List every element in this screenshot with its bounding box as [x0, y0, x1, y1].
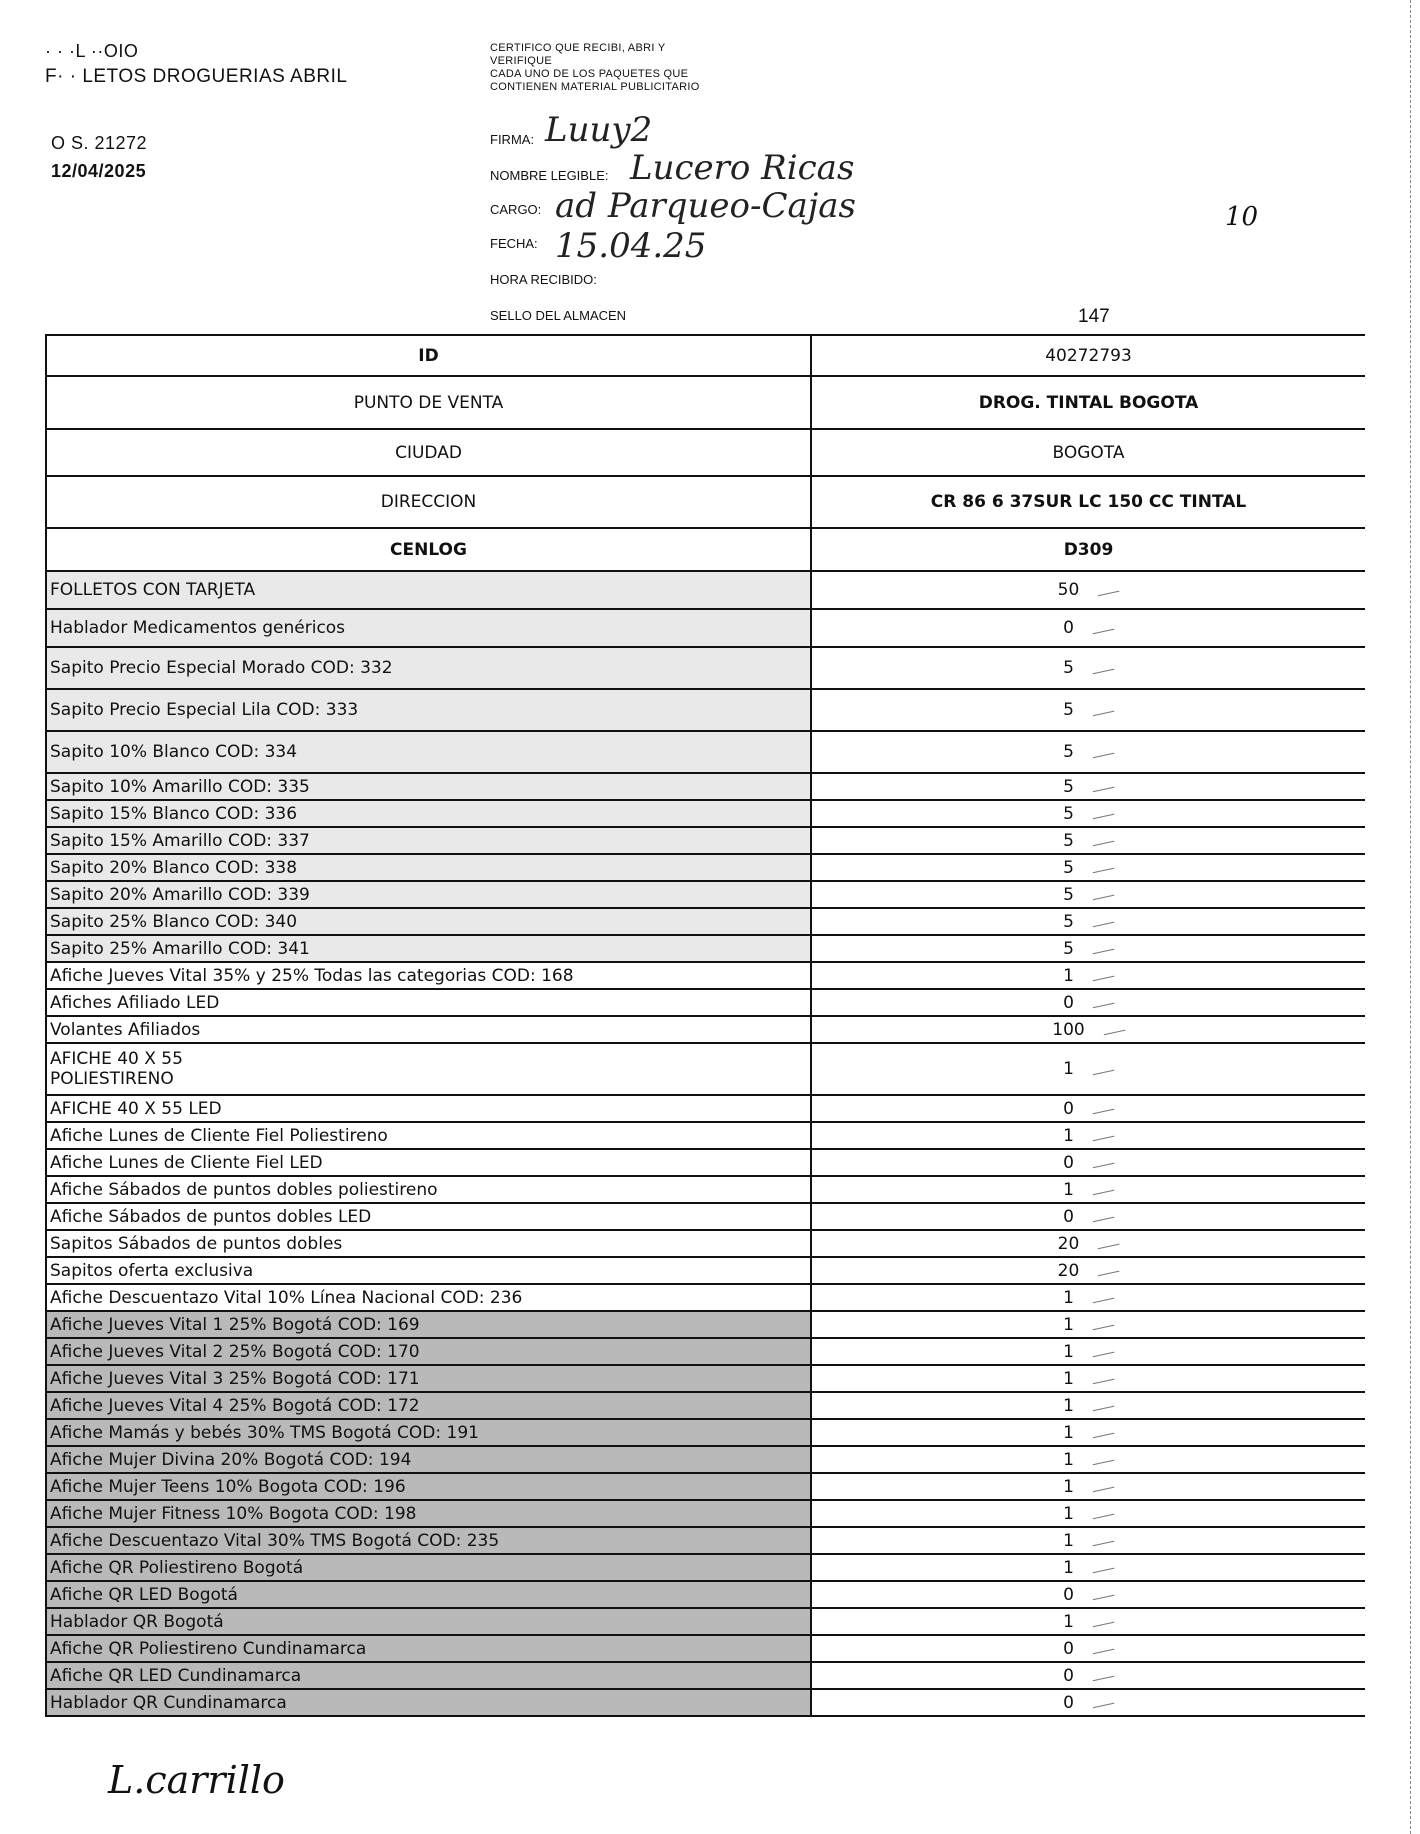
- check-mark-icon: [1091, 1589, 1114, 1600]
- item-qty-cell: [811, 1338, 1365, 1365]
- item-qty-cell: [811, 1581, 1365, 1608]
- check-mark-icon: [1091, 662, 1114, 673]
- info-row: [46, 335, 1365, 376]
- check-mark-icon: [1091, 1103, 1114, 1114]
- item-label: Afiche Jueves Vital 4 25% Bogotá COD: 172: [46, 1392, 811, 1419]
- item-qty: 1: [1063, 1341, 1074, 1362]
- info-row: [46, 429, 1365, 476]
- info-row: [46, 476, 1365, 528]
- item-row: [46, 989, 1365, 1016]
- item-qty: 0: [1063, 1638, 1074, 1659]
- item-qty-cell: [811, 1284, 1365, 1311]
- item-row: [46, 1149, 1365, 1176]
- item-qty: 5: [1063, 911, 1074, 932]
- item-qty: 1: [1063, 1314, 1074, 1335]
- check-mark-icon: [1091, 808, 1114, 819]
- item-label: Sapito 20% Amarillo COD: 339: [46, 881, 811, 908]
- item-qty-cell: [811, 731, 1365, 773]
- check-mark-icon: [1091, 943, 1114, 954]
- item-row: [46, 1016, 1365, 1043]
- item-label: Afiche Lunes de Cliente Fiel LED: [46, 1149, 811, 1176]
- info-label: CENLOG: [46, 528, 811, 571]
- item-row: [46, 908, 1365, 935]
- item-row: [46, 1419, 1365, 1446]
- item-label: AFICHE 40 X 55 POLIESTIRENO: [46, 1043, 811, 1095]
- info-row: [46, 376, 1365, 429]
- info-value: BOGOTA: [811, 429, 1365, 476]
- check-mark-icon: [1091, 1184, 1114, 1195]
- info-value: D309: [811, 528, 1365, 571]
- check-mark-icon: [1097, 1265, 1120, 1276]
- materials-table: [45, 334, 1365, 1717]
- info-row: [46, 528, 1365, 571]
- item-qty-cell: [811, 689, 1365, 731]
- check-mark-icon: [1091, 1346, 1114, 1357]
- certificate-line: CERTIFICO QUE RECIBI, ABRI Y: [490, 42, 666, 54]
- item-row: [46, 1257, 1365, 1284]
- item-label: Afiche Mujer Fitness 10% Bogota COD: 198: [46, 1500, 811, 1527]
- item-label: AFICHE 40 X 55 LED: [46, 1095, 811, 1122]
- item-qty-cell: [811, 1095, 1365, 1122]
- item-row: [46, 1392, 1365, 1419]
- item-label: Sapitos oferta exclusiva: [46, 1257, 811, 1284]
- item-qty-cell: [811, 1446, 1365, 1473]
- handwritten-nombre: Lucero Ricas: [630, 148, 855, 188]
- info-value: 40272793: [811, 335, 1365, 376]
- item-qty: 1: [1063, 1611, 1074, 1632]
- handwritten-cargo: ad Parqueo-Cajas: [555, 186, 857, 226]
- item-qty: 0: [1063, 1152, 1074, 1173]
- header-left: [45, 38, 348, 181]
- item-row: [46, 1662, 1365, 1689]
- handwritten-side-note: 10: [1225, 202, 1259, 232]
- info-label: ID: [46, 335, 811, 376]
- firma-label: FIRMA:: [490, 132, 535, 147]
- item-qty: 1: [1063, 1395, 1074, 1416]
- item-row: [46, 1365, 1365, 1392]
- item-qty-cell: [811, 773, 1365, 800]
- check-mark-icon: [1091, 1616, 1114, 1627]
- check-mark-icon: [1091, 1562, 1114, 1573]
- item-qty: 1: [1063, 1179, 1074, 1200]
- check-mark-icon: [1091, 1670, 1114, 1681]
- item-label: Afiche Jueves Vital 3 25% Bogotá COD: 171: [46, 1365, 811, 1392]
- check-mark-icon: [1091, 997, 1114, 1008]
- check-mark-icon: [1091, 1481, 1114, 1492]
- page-edge-line: [1410, 0, 1414, 1834]
- item-qty: 1: [1063, 1287, 1074, 1308]
- fecha-label: FECHA:: [490, 236, 538, 251]
- item-qty: 5: [1063, 776, 1074, 797]
- cargo-label: CARGO:: [490, 202, 542, 217]
- item-qty-cell: [811, 908, 1365, 935]
- item-label: Afiche Lunes de Cliente Fiel Poliestireno: [46, 1122, 811, 1149]
- item-qty: 1: [1063, 1503, 1074, 1524]
- item-row: [46, 1500, 1365, 1527]
- item-qty-cell: [811, 1473, 1365, 1500]
- item-qty: 0: [1063, 618, 1074, 638]
- item-qty: 1: [1063, 1422, 1074, 1443]
- item-qty-cell: [811, 1043, 1365, 1095]
- item-qty-cell: [811, 1689, 1365, 1716]
- item-row: [46, 1446, 1365, 1473]
- item-qty-cell: [811, 1016, 1365, 1043]
- item-qty: 1: [1063, 1449, 1074, 1470]
- order-date: 12/04/2025: [51, 161, 147, 181]
- item-row: [46, 609, 1365, 647]
- nombre-label: NOMBRE LEGIBLE:: [490, 168, 609, 183]
- item-qty-cell: [811, 1176, 1365, 1203]
- item-label: Afiche Mujer Teens 10% Bogota COD: 196: [46, 1473, 811, 1500]
- check-mark-icon: [1091, 889, 1114, 900]
- item-row: [46, 1635, 1365, 1662]
- item-label: Afiche Sábados de puntos dobles poliestireno: [46, 1176, 811, 1203]
- item-qty-cell: [811, 854, 1365, 881]
- item-qty-cell: [811, 1500, 1365, 1527]
- item-qty: 1: [1063, 1557, 1074, 1578]
- info-value: DROG. TINTAL BOGOTA: [811, 376, 1365, 429]
- item-qty: 5: [1063, 658, 1074, 678]
- check-mark-icon: [1091, 1157, 1114, 1168]
- item-qty: 1: [1063, 1059, 1074, 1079]
- item-row: [46, 1473, 1365, 1500]
- item-row: [46, 962, 1365, 989]
- item-qty: 5: [1063, 857, 1074, 878]
- item-qty-cell: [811, 1419, 1365, 1446]
- info-label: DIRECCION: [46, 476, 811, 528]
- item-row: [46, 1203, 1365, 1230]
- check-mark-icon: [1091, 1427, 1114, 1438]
- item-row: [46, 1554, 1365, 1581]
- item-qty: 1: [1063, 1125, 1074, 1146]
- item-label: Sapito 10% Amarillo COD: 335: [46, 773, 811, 800]
- item-label: Afiche Descuentazo Vital 10% Línea Nacional COD: 236: [46, 1284, 811, 1311]
- item-label: Sapito 15% Amarillo COD: 337: [46, 827, 811, 854]
- item-label: Afiche Mujer Divina 20% Bogotá COD: 194: [46, 1446, 811, 1473]
- handwritten-bottom-signature: L.carrillo: [108, 1758, 285, 1802]
- info-label: CIUDAD: [46, 429, 811, 476]
- item-qty-cell: [811, 1608, 1365, 1635]
- item-qty: 100: [1052, 1019, 1085, 1040]
- item-qty: 5: [1063, 884, 1074, 905]
- item-qty-cell: [811, 1365, 1365, 1392]
- item-label: Afiche Jueves Vital 35% y 25% Todas las categorias COD: 168: [46, 962, 811, 989]
- item-qty-cell: [811, 571, 1365, 609]
- check-mark-icon: [1091, 1130, 1114, 1141]
- item-label: Hablador QR Cundinamarca: [46, 1689, 811, 1716]
- item-qty: 1: [1063, 1530, 1074, 1551]
- total-count: 147: [1078, 306, 1110, 327]
- item-qty-cell: [811, 647, 1365, 689]
- sello-label: SELLO DEL ALMACEN: [490, 308, 627, 323]
- item-label: Sapitos Sábados de puntos dobles: [46, 1230, 811, 1257]
- item-row: [46, 854, 1365, 881]
- item-qty: 0: [1063, 1098, 1074, 1119]
- item-qty: 5: [1063, 938, 1074, 959]
- check-mark-icon: [1091, 1643, 1114, 1654]
- item-label: Afiche Mamás y bebés 30% TMS Bogotá COD: 191: [46, 1419, 811, 1446]
- item-qty: 1: [1063, 1368, 1074, 1389]
- item-qty-cell: [811, 1635, 1365, 1662]
- item-row: [46, 647, 1365, 689]
- item-qty-cell: [811, 962, 1365, 989]
- item-row: [46, 1608, 1365, 1635]
- item-label: Sapito Precio Especial Morado COD: 332: [46, 647, 811, 689]
- item-label: Afiche QR LED Bogotá: [46, 1581, 811, 1608]
- item-label: Hablador QR Bogotá: [46, 1608, 811, 1635]
- check-mark-icon: [1097, 584, 1120, 595]
- item-label: Afiche QR LED Cundinamarca: [46, 1662, 811, 1689]
- item-row: [46, 935, 1365, 962]
- handwritten-firma: Luuy2: [545, 110, 653, 150]
- check-mark-icon: [1091, 1454, 1114, 1465]
- check-mark-icon: [1091, 862, 1114, 873]
- check-mark-icon: [1091, 1508, 1114, 1519]
- item-row: [46, 1527, 1365, 1554]
- check-mark-icon: [1091, 970, 1114, 981]
- item-qty: 1: [1063, 1476, 1074, 1497]
- check-mark-icon: [1091, 1319, 1114, 1330]
- item-qty: 5: [1063, 742, 1074, 762]
- certificate-line: VERIFIQUE: [490, 55, 552, 67]
- item-qty: 50: [1057, 580, 1080, 600]
- item-qty: 1: [1063, 965, 1074, 986]
- item-row: [46, 731, 1365, 773]
- item-label: Afiche Descuentazo Vital 30% TMS Bogotá COD: 235: [46, 1527, 811, 1554]
- info-value: CR 86 6 37SUR LC 150 CC TINTAL: [811, 476, 1365, 528]
- item-qty-cell: [811, 1311, 1365, 1338]
- item-qty-cell: [811, 1203, 1365, 1230]
- item-label: Sapito Precio Especial Lila COD: 333: [46, 689, 811, 731]
- item-qty-cell: [811, 1392, 1365, 1419]
- item-qty-cell: [811, 1554, 1365, 1581]
- check-mark-icon: [1091, 1400, 1114, 1411]
- item-qty-cell: [811, 989, 1365, 1016]
- check-mark-icon: [1091, 1373, 1114, 1384]
- item-label: Afiche QR Poliestireno Cundinamarca: [46, 1635, 811, 1662]
- item-label: Afiche Sábados de puntos dobles LED: [46, 1203, 811, 1230]
- item-qty-cell: [811, 1527, 1365, 1554]
- item-label: Sapito 10% Blanco COD: 334: [46, 731, 811, 773]
- check-mark-icon: [1091, 1292, 1114, 1303]
- order-number: O S. 21272: [51, 133, 148, 153]
- item-label: Sapito 25% Blanco COD: 340: [46, 908, 811, 935]
- item-row: [46, 1176, 1365, 1203]
- item-row: [46, 1122, 1365, 1149]
- item-row: [46, 773, 1365, 800]
- item-row: [46, 689, 1365, 731]
- item-qty-cell: [811, 881, 1365, 908]
- check-mark-icon: [1091, 835, 1114, 846]
- item-qty: 0: [1063, 1692, 1074, 1713]
- item-qty: 5: [1063, 803, 1074, 824]
- item-label: Volantes Afiliados: [46, 1016, 811, 1043]
- item-row: [46, 1581, 1365, 1608]
- certificate-text: [490, 42, 780, 94]
- check-mark-icon: [1091, 622, 1114, 633]
- certificate-line: CONTIENEN MATERIAL PUBLICITARIO: [490, 81, 700, 93]
- item-label: Hablador Medicamentos genéricos: [46, 609, 811, 647]
- item-row: [46, 1230, 1365, 1257]
- item-qty: 20: [1057, 1260, 1080, 1281]
- check-mark-icon: [1102, 1024, 1125, 1035]
- item-qty-cell: [811, 1662, 1365, 1689]
- item-qty-cell: [811, 1122, 1365, 1149]
- item-label: Afiche Jueves Vital 2 25% Bogotá COD: 170: [46, 1338, 811, 1365]
- item-qty-cell: [811, 935, 1365, 962]
- check-mark-icon: [1091, 704, 1114, 715]
- check-mark-icon: [1091, 781, 1114, 792]
- item-label: Sapito 15% Blanco COD: 336: [46, 800, 811, 827]
- item-qty: 5: [1063, 700, 1074, 720]
- item-label: Afiche QR Poliestireno Bogotá: [46, 1554, 811, 1581]
- company-line-2: F· · LETOS DROGUERIAS ABRIL: [45, 66, 348, 87]
- check-mark-icon: [1091, 916, 1114, 927]
- item-qty: 20: [1057, 1233, 1080, 1254]
- item-row: [46, 1284, 1365, 1311]
- item-qty-cell: [811, 609, 1365, 647]
- check-mark-icon: [1091, 746, 1114, 757]
- check-mark-icon: [1091, 1697, 1114, 1708]
- item-qty: 0: [1063, 1206, 1074, 1227]
- hora-label: HORA RECIBIDO:: [490, 272, 597, 287]
- item-row: [46, 881, 1365, 908]
- item-label: Afiches Afiliado LED: [46, 989, 811, 1016]
- item-qty: 0: [1063, 1665, 1074, 1686]
- item-row: [46, 800, 1365, 827]
- item-qty-cell: [811, 1149, 1365, 1176]
- item-row: [46, 1043, 1365, 1095]
- item-qty-cell: [811, 800, 1365, 827]
- check-mark-icon: [1097, 1238, 1120, 1249]
- item-row: [46, 1338, 1365, 1365]
- item-qty-cell: [811, 1230, 1365, 1257]
- item-qty: 0: [1063, 1584, 1074, 1605]
- company-line-1: · · ·L ··OIO: [45, 41, 139, 61]
- item-row: [46, 1311, 1365, 1338]
- item-label: FOLLETOS CON TARJETA: [46, 571, 811, 609]
- item-row: [46, 1095, 1365, 1122]
- certificate-line: CADA UNO DE LOS PAQUETES QUE: [490, 68, 689, 80]
- item-qty: 0: [1063, 992, 1074, 1013]
- item-row: [46, 571, 1365, 609]
- item-qty: 5: [1063, 830, 1074, 851]
- check-mark-icon: [1091, 1535, 1114, 1546]
- item-qty-cell: [811, 827, 1365, 854]
- check-mark-icon: [1091, 1063, 1114, 1074]
- handwritten-fecha: 15.04.25: [555, 226, 707, 266]
- item-qty-cell: [811, 1257, 1365, 1284]
- info-label: PUNTO DE VENTA: [46, 376, 811, 429]
- item-label: Sapito 25% Amarillo COD: 341: [46, 935, 811, 962]
- item-row: [46, 1689, 1365, 1716]
- item-label: Sapito 20% Blanco COD: 338: [46, 854, 811, 881]
- item-row: [46, 827, 1365, 854]
- check-mark-icon: [1091, 1211, 1114, 1222]
- item-label: Afiche Jueves Vital 1 25% Bogotá COD: 169: [46, 1311, 811, 1338]
